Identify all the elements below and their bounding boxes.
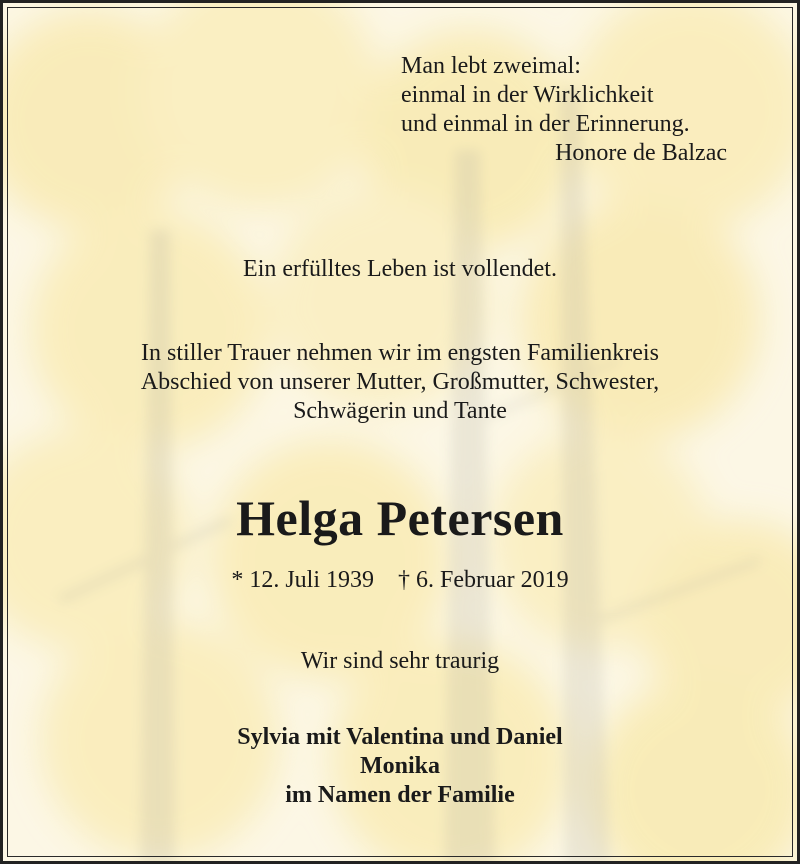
quote-block xyxy=(401,52,727,168)
quote-line: einmal in der Wirklichkeit xyxy=(401,82,654,108)
announcement-text xyxy=(0,339,800,426)
intro-text: Ein erfülltes Leben ist vollendet. xyxy=(243,256,557,282)
birth-date: * 12. Juli 1939 xyxy=(231,567,375,593)
mourner-line: Monika xyxy=(359,753,440,779)
quote-author: Honore de Balzac xyxy=(555,140,727,166)
announcement-line: Schwägerin und Tante xyxy=(293,398,507,424)
announcement-line: In stiller Trauer nehmen wir im engsten Familienkreis xyxy=(141,340,659,366)
life-dates xyxy=(0,566,800,595)
deceased-name: Helga Petersen xyxy=(236,490,564,546)
quote-line: Man lebt zweimal: xyxy=(401,53,581,79)
closing-text: Wir sind sehr traurig xyxy=(300,648,500,674)
death-date: † 6. Februar 2019 xyxy=(398,567,569,593)
mourner-line: im Namen der Familie xyxy=(285,782,515,808)
announcement-line: Abschied von unserer Mutter, Großmutter, Schwester, xyxy=(140,369,660,395)
quote-line: und einmal in der Erinnerung. xyxy=(401,111,690,137)
mourners-block xyxy=(0,723,800,810)
mourner-line: Sylvia mit Valentina und Daniel xyxy=(237,724,563,750)
